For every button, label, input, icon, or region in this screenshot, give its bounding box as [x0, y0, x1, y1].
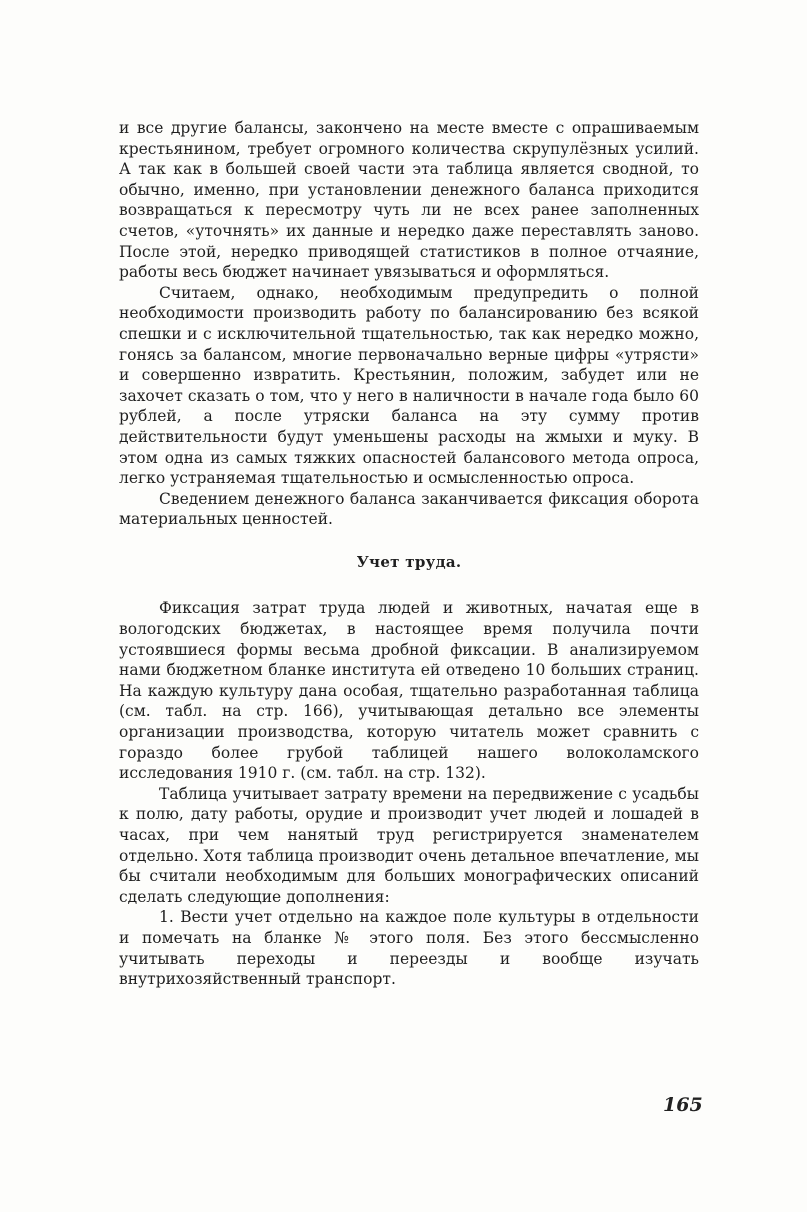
page-number: 165: [663, 1094, 703, 1116]
paragraph-2: Считаем, однако, необходимым предупредить о полной необходимости производить работу по балансированию без всякой спешки и с исключительной тщательностью, так как нередко можно, гонясь за балансом, многие первоначально верные цифры «утрясти» и совершенно извратить. Крестьянин, положим, забудет или не захочет сказать о том, что у него в наличности в начале года было 60 рублей, а после утряски баланса на эту сумму против действительности будут уменьшены расходы на жмыхи и муку. В этом одна из самых тяжких опасностей балансового метода опроса, легко устраняемая тщательностью и осмысленностью опроса.: [119, 283, 699, 488]
page-text: [119, 118, 699, 990]
paragraph-3: Сведением денежного баланса заканчивается фиксация оборота материальных ценностей.: [119, 489, 699, 529]
section-heading: Учет труда.: [356, 552, 462, 571]
paragraph-6: 1. Вести учет отдельно на каждое поле культуры в отдельности и помечать на бланке № этого поля. Без этого бессмысленно учитывать переходы и переезды и вообще изучать внутрихозяйственный транспорт.: [119, 908, 699, 989]
paragraph-5: Таблица учитывает затрату времени на передвижение с усадьбы к полю, дату работы, орудие и производит учет людей и лошадей в часах, при чем нанятый труд регистрируется знаменателем отдельно. Хотя таблица производит очень детальное впечатление, мы бы считали необходимым для больших монографических описаний сделать следующие дополнения:: [119, 784, 699, 906]
paragraph-1: и все другие балансы, закончено на месте вместе с опрашиваемым крестьянином, требует огромного количества скрупулёзных усилий. А так как в большей своей части эта таблица является сводной, то обычно, именно, при установлении денежного баланса приходится возвращаться к пересмотру чуть ли не всех ранее заполненных счетов, «уточнять» их данные и нередко даже переставлять заново. После этой, нередко приводящей статистиков в полное отчаяние, работы весь бюджет начинает увязываться и оформляться.: [119, 119, 699, 282]
paragraph-4: Фиксация затрат труда людей и животных, начатая еще в вологодских бюджетах, в настоящее время получила почти устоявшиеся формы весьма дробной фиксации. В анализируемом нами бюджетном бланке института ей отведено 10 больших страниц. На каждую культуру дана особая, тщательно разработанная таблица (см. табл. на стр. 166), учитывающая детально все элементы организации производства, которую читатель может сравнить с гораздо более грубой таблицей нашего волоколамского исследования 1910 г. (см. табл. на стр. 132).: [119, 599, 699, 783]
